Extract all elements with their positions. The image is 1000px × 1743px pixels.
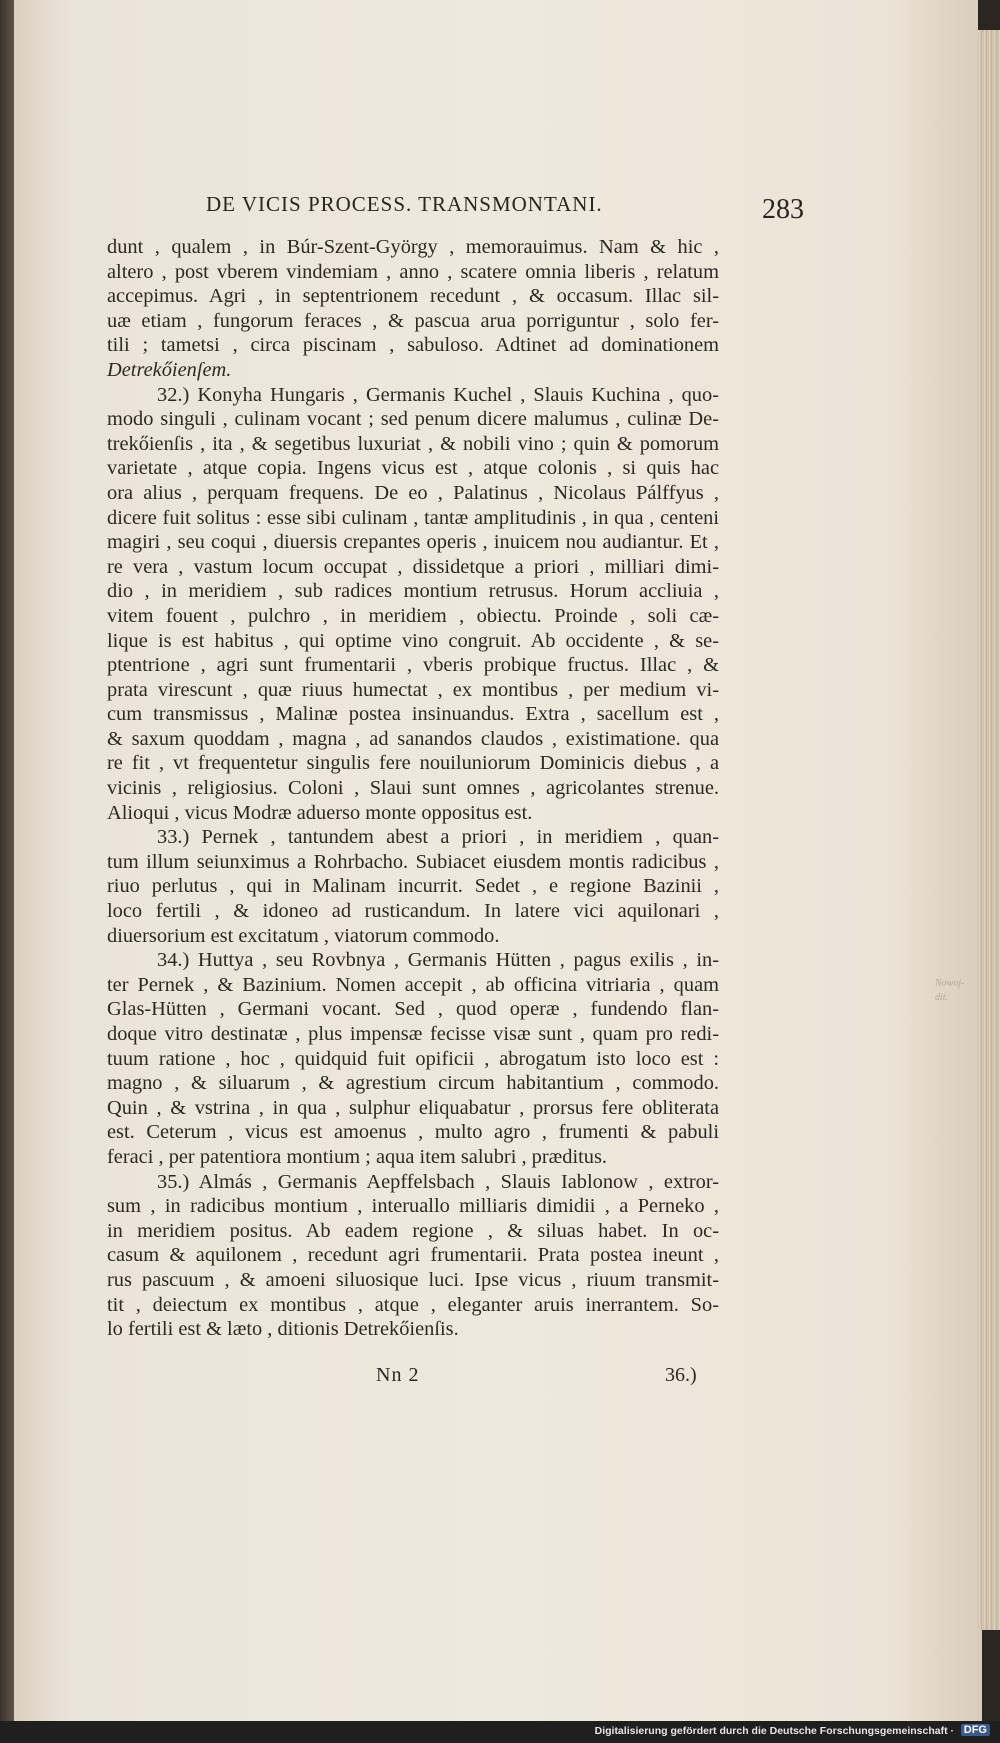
text-line: tum illum seiunximus a Rohrbacho. Subiacet eiusdem montis radicibus , — [107, 850, 719, 873]
text-line: rus pascuum , & amoeni siluosique luci. Ipse vicus , riuum transmit- — [107, 1268, 719, 1291]
text-line: vitem fouent , pulchro , in meridiem , obiectu. Proinde , soli cæ- — [107, 604, 719, 627]
text-line: re fit , vt frequentetur singulis fere nouiluniorum Dominicis diebus , a — [107, 752, 719, 775]
text-line: feraci , per patentiora montium ; aqua item salubri , præditus. — [107, 1145, 607, 1168]
signature-mark: Nn 2 — [376, 1364, 420, 1386]
text-line: prata virescunt , quæ riuus humectat , ex montibus , per medium vi- — [107, 678, 719, 701]
text-line: doque vitro destinatæ , plus impensæ fecisse visæ sunt , quam pro redi- — [107, 1023, 719, 1045]
text-line: vicinis , religiosius. Coloni , Slaui sunt omnes , agricolantes strenue. — [107, 777, 719, 800]
text-line: magiri , seu coqui , diuersis crepantes operis , inuicem nou audiantur. Et , — [107, 531, 719, 554]
page-fore-edge — [978, 30, 1000, 1630]
text-line: in meridiem positus. Ab eadem regione , & siluas habet. In oc- — [107, 1219, 719, 1242]
text-line: Detrekőienſem. — [107, 358, 232, 381]
text-line: Glas-Hütten , Germani vocant. Sed , quod operæ , fundendo flan- — [107, 998, 719, 1021]
text-line: riuo perlutus , qui in Malinam incurrit. Sedet , e regione Bazinii , — [107, 875, 719, 898]
text-line: sum , in radicibus montium , interuallo milliaris dimidii , a Perneko , — [107, 1195, 719, 1218]
text-line: altero , post vberem vindemiam , anno , scatere omnia liberis , relatum — [107, 260, 719, 283]
page-top-shadow — [978, 0, 1000, 30]
text-line: dunt , qualem , in Búr-Szent-György , memorauimus. Nam & hic , — [107, 236, 719, 258]
text-line: re vera , vastum locum occupat , dissidetque a priori , milliari dimi- — [107, 555, 719, 578]
footer-credit: Digitalisierung gefördert durch die Deutsche Forschungsgemeinschaft · — [594, 1725, 954, 1737]
text-line: tili ; tametsi , circa piscinam , sabuloso. Adtinet ad dominationem — [107, 334, 719, 357]
text-line: dio , in meridiem , sub radices montium retrusus. Horum accliuia , — [107, 580, 719, 603]
text-line: trekőienſis , ita , & segetibus luxuriat , & nobili vino ; quin & pomorum — [107, 432, 719, 455]
text-line: casum & aquilonem , recedunt agri frumentarii. Prata postea ineunt , — [107, 1244, 719, 1267]
paragraph-start-33: 33.) Pernek , tantundem abest a priori , in meridiem , quan- — [157, 826, 719, 849]
text-line: est. Ceterum , vicus est amoenus , multo agro , frumenti & pabuli — [107, 1121, 719, 1144]
text-line: magno , & siluarum , & agrestium circum habitantium , commodo. — [107, 1072, 719, 1095]
text-line: dicere fuit solitus : esse sibi culinam , tantæ amplitudinis , in qua , centeni — [107, 506, 719, 529]
text-line: Quin , & vstrina , in qua , sulphur eliquabatur , prorsus fere obliterata — [107, 1096, 719, 1119]
body-text — [107, 235, 719, 1342]
text-line: tit , deiectum ex montibus , atque , eleganter aruis inerrantem. So- — [107, 1293, 719, 1316]
text-line: modo singuli , culinam vocant ; sed penum dicere malumus , culinæ De- — [107, 408, 719, 431]
text-line: Alioqui , vicus Modræ aduerso monte oppositus est. — [107, 801, 533, 824]
text-line: ora alius , perquam frequens. De eo , Palatinus , Nicolaus Pálffyus , — [107, 481, 719, 504]
text-line: lo fertili est & læto , ditionis Detrekőienſis. — [107, 1318, 459, 1341]
page-number: 283 — [762, 194, 804, 225]
running-head: DE VICIS PROCESS. TRANSMONTANI. — [206, 192, 603, 216]
dfg-logo: DFG — [961, 1724, 990, 1736]
text-line: ptentrione , agri sunt frumentarii , vberis probique fructus. Illac , & — [107, 654, 719, 677]
text-line: & saxum quoddam , magna , ad sanandos claudos , existimatione. qua — [107, 727, 719, 750]
catchword: 36.) — [665, 1364, 697, 1386]
text-line: accepimus. Agri , in septentrionem recedunt , & occasum. Illac sil- — [107, 285, 719, 308]
text-line: varietate , atque copia. Ingens vicus est , atque colonis , si quis hac — [107, 457, 719, 480]
paragraph-start-34: 34.) Huttya , seu Rovbnya , Germanis Hütten , pagus exilis , in- — [157, 949, 719, 972]
paragraph-start-35: 35.) Almás , Germanis Aepffelsbach , Slauis Iablonow , extror- — [157, 1170, 719, 1193]
text-line: tuum ratione , hoc , quidquid fuit opificii , abrogatum isto loco est : — [107, 1047, 719, 1070]
text-line: uæ etiam , fungorum feraces , & pascua arua porriguntur , solo fer- — [107, 309, 719, 332]
text-line: diuersorium est excitatum , viatorum commodo. — [107, 924, 500, 947]
paragraph-start-32: 32.) Konyha Hungaris , Germanis Kuchel , Slauis Kuchina , quo- — [157, 383, 719, 406]
text-line: ter Pernek , & Bazinium. Nomen accepit , ab officina vitriaria , quam — [107, 973, 719, 996]
margin-note: Nowoj- dit. — [935, 978, 965, 1003]
text-line: loco fertili , & idoneo ad rusticandum. In latere vici aquilonari , — [107, 900, 719, 923]
text-line: lique is est habitus , qui optime vino congruit. Ab occidente , & se- — [107, 629, 719, 652]
text-line: cum transmissus , Malinæ postea insinuandus. Extra , sacellum est , — [107, 703, 719, 726]
